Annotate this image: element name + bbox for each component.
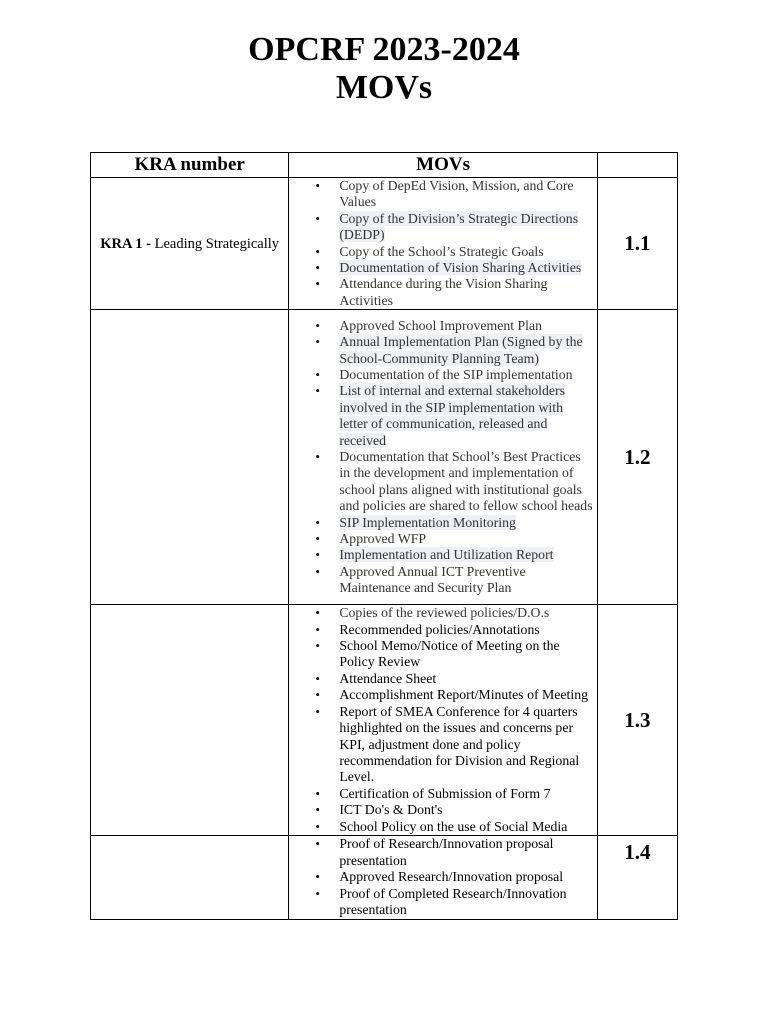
title-line-2: MOVs [335,69,433,106]
title-line-1: OPCRF 2023-2024 [248,31,520,68]
list-item: • Annual Implementation Plan (Signed by the School-Community Planning Team) [289,334,597,367]
list-item: • Attendance during the Vision Sharing Activities [289,276,597,309]
list-item: • ICT Do's & Dont's [289,802,597,818]
kra-description: Leading Strategically [154,235,280,252]
list-item: • Implementation and Utilization Report [289,547,597,563]
list-item: • Approved WFP [289,531,597,547]
table-row [91,605,678,836]
header-movs: MOVs [289,153,598,178]
movs-list [289,318,597,597]
list-item: • List of internal and external stakeholders involved in the SIP implementation with letter of communication, released and received [289,383,597,449]
list-item: • School Policy on the use of Social Media [289,819,597,835]
list-item: • Attendance Sheet [289,671,597,687]
list-item: • Report of SMEA Conference for 4 quarters highlighted on the issues and concerns per KPI, adjustment done and policy recommendation for Division and Regional Level. [289,704,597,786]
list-item: • Documentation of Vision Sharing Activities [289,260,597,276]
list-item: • Copy of the Division’s Strategic Directions (DEDP) [289,211,597,244]
list-item: • SIP Implementation Monitoring [289,515,597,531]
list-item: • Copy of the School’s Strategic Goals [289,244,597,260]
kra-cell [91,178,289,310]
item-number: 1.3 [597,605,677,836]
kra-cell [91,835,289,919]
kra-cell [91,605,289,836]
list-item: • Proof of Completed Research/Innovation presentation [289,886,597,919]
list-item: • Documentation of the SIP implementation [289,367,597,383]
movs-cell [289,178,598,310]
movs-cell [289,605,598,836]
page-title [0,31,768,107]
movs-cell [289,835,598,919]
list-item: • Approved School Improvement Plan [289,318,597,334]
item-number: 1.2 [597,310,677,605]
list-item: • Approved Research/Innovation proposal [289,869,597,885]
list-item: • Accomplishment Report/Minutes of Meeting [289,687,597,703]
item-number: 1.4 [597,835,677,919]
list-item: • Proof of Research/Innovation proposal presentation [289,836,597,869]
list-item: • School Memo/Notice of Meeting on the Policy Review [289,638,597,671]
movs-table [90,152,678,920]
kra-cell [91,310,289,605]
table-row [91,178,678,310]
movs-cell [289,310,598,605]
table-row [91,835,678,919]
movs-list [289,836,597,918]
header-kra-number: KRA number [91,153,289,178]
table-header-row [91,153,678,178]
list-item: • Copies of the reviewed policies/D.O.s [289,605,597,621]
list-item: • Documentation that School’s Best Practices in the development and implementation of school plans aligned with institutional goals and policies are shared to fellow school heads [289,449,597,515]
list-item: • Copy of DepEd Vision, Mission, and Core Values [289,178,597,211]
table-row [91,310,678,605]
kra-label: KRA 1 - [100,235,155,252]
list-item: • Recommended policies/Annotations [289,622,597,638]
movs-list [289,605,597,835]
item-number: 1.1 [597,178,677,310]
header-number [597,153,677,178]
list-item: • Approved Annual ICT Preventive Maintenance and Security Plan [289,564,597,597]
movs-list [289,178,597,309]
list-item: • Certification of Submission of Form 7 [289,786,597,802]
